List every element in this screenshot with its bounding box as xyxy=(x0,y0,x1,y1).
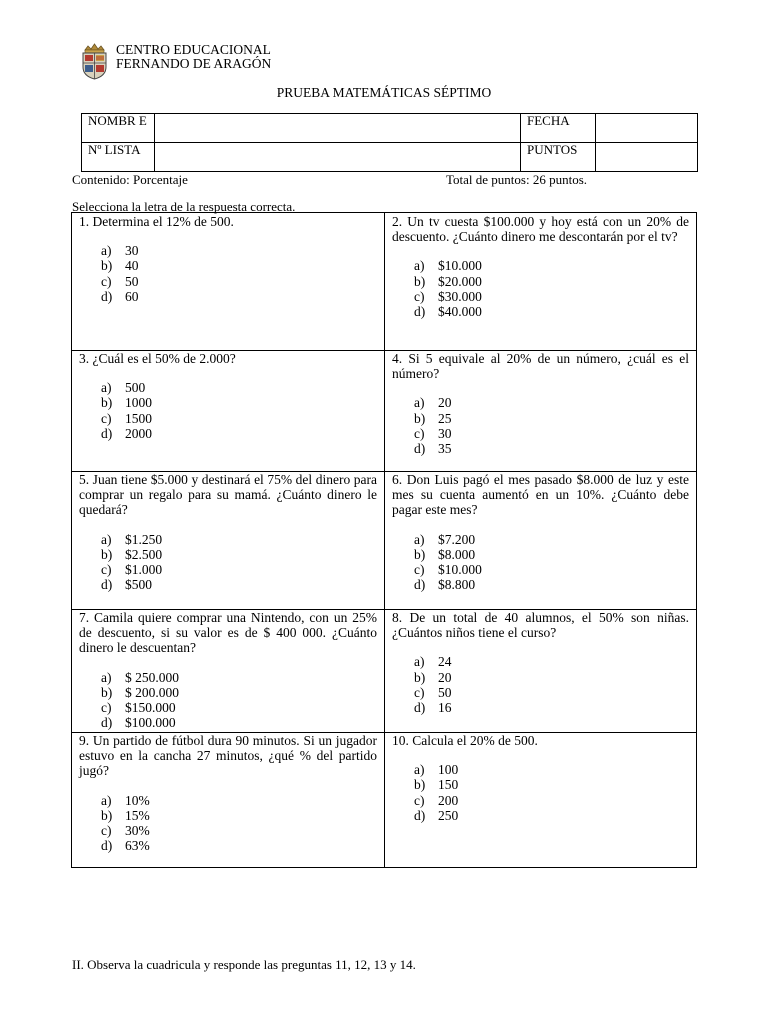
option-letter: d) xyxy=(414,807,426,823)
option-b[interactable] xyxy=(101,547,377,562)
option-value: $7.200 xyxy=(438,531,476,547)
question-text: 7. Camila quiere comprar una Nintendo, con un 25% de descuento, si su valor es de $ 400 000. ¿Cuánto dinero le descuentan? xyxy=(79,610,377,656)
option-c[interactable] xyxy=(101,700,377,715)
option-a[interactable] xyxy=(101,532,377,547)
option-letter: d) xyxy=(414,700,426,716)
option-letter: b) xyxy=(101,546,113,562)
instruction: Selecciona la letra de la respuesta correcta. xyxy=(72,199,296,214)
option-value: $20.000 xyxy=(438,273,482,289)
option-letter: c) xyxy=(101,410,112,426)
option-value: 40 xyxy=(125,258,139,274)
option-letter: c) xyxy=(414,792,425,808)
option-letter: d) xyxy=(101,288,113,304)
option-d[interactable] xyxy=(101,838,377,853)
option-value: 500 xyxy=(125,380,146,396)
option-value: 30 xyxy=(438,425,452,441)
option-value: $1.250 xyxy=(125,531,163,547)
option-letter: c) xyxy=(101,562,112,578)
school-name-line1: CENTRO EDUCACIONAL xyxy=(116,42,271,57)
options-list xyxy=(79,793,377,854)
option-value: 200 xyxy=(438,792,459,808)
option-letter: a) xyxy=(101,531,112,547)
option-a[interactable] xyxy=(414,654,689,669)
option-letter: a) xyxy=(101,669,112,685)
option-a[interactable] xyxy=(101,380,377,395)
option-value: $40.000 xyxy=(438,304,482,320)
option-value: 50 xyxy=(438,684,452,700)
option-b[interactable] xyxy=(101,395,377,410)
options-list xyxy=(392,532,689,593)
option-d[interactable] xyxy=(414,700,689,715)
option-d[interactable] xyxy=(414,304,689,319)
option-letter: c) xyxy=(101,823,112,839)
option-letter: b) xyxy=(414,669,426,685)
option-b[interactable] xyxy=(414,777,689,792)
question-text: 9. Un partido de fútbol dura 90 minutos. Si un jugador estuvo en la cancha 27 minutos, ¿qué % del partido jugó? xyxy=(79,733,377,779)
option-letter: d) xyxy=(101,425,113,441)
question-3 xyxy=(72,351,384,441)
option-letter: b) xyxy=(101,395,113,411)
option-b[interactable] xyxy=(101,808,377,823)
option-letter: b) xyxy=(414,273,426,289)
option-d[interactable] xyxy=(101,289,377,304)
option-b[interactable] xyxy=(414,670,689,685)
option-value: $100.000 xyxy=(125,715,176,731)
option-letter: c) xyxy=(414,288,425,304)
page-title: PRUEBA MATEMÁTICAS SÉPTIMO xyxy=(276,85,492,100)
option-value: 30 xyxy=(125,243,139,259)
question-5 xyxy=(72,472,384,592)
option-value: 30% xyxy=(125,823,150,839)
question-text: 4. Si 5 equivale al 20% de un número, ¿cuál es el número? xyxy=(392,351,689,382)
option-value: $1.000 xyxy=(125,562,163,578)
option-value: 1000 xyxy=(125,395,152,411)
option-letter: a) xyxy=(414,531,425,547)
question-8 xyxy=(385,610,696,715)
option-value: 20 xyxy=(438,395,452,411)
option-d[interactable] xyxy=(101,715,377,730)
option-letter: d) xyxy=(414,441,426,457)
option-letter: a) xyxy=(414,654,425,670)
date-field[interactable] xyxy=(596,114,698,143)
option-value: $2.500 xyxy=(125,546,163,562)
option-c[interactable] xyxy=(414,289,689,304)
option-c[interactable] xyxy=(414,426,689,441)
option-value: $8.800 xyxy=(438,577,476,593)
option-a[interactable] xyxy=(101,670,377,685)
option-value: 2000 xyxy=(125,425,152,441)
option-letter: d) xyxy=(101,838,113,854)
school-crest-icon xyxy=(79,43,110,80)
option-a[interactable] xyxy=(414,258,689,273)
option-letter: c) xyxy=(101,273,112,289)
option-value: 10% xyxy=(125,792,150,808)
option-d[interactable] xyxy=(414,577,689,592)
option-value: $500 xyxy=(125,577,152,593)
option-value: 1500 xyxy=(125,410,152,426)
section-two-instruction: II. Observa la cuadricula y responde las preguntas 11, 12, 13 y 14. xyxy=(72,957,416,972)
name-field[interactable] xyxy=(155,114,521,143)
option-letter: c) xyxy=(414,425,425,441)
list-number-field[interactable] xyxy=(155,143,521,172)
option-a[interactable] xyxy=(414,395,689,410)
question-7 xyxy=(72,610,384,730)
options-list xyxy=(392,654,689,715)
option-c[interactable] xyxy=(101,562,377,577)
question-text: 8. De un total de 40 alumnos, el 50% son niñas. ¿Cuántos niños tiene el curso? xyxy=(392,610,689,641)
content-label: Contenido: Porcentaje xyxy=(72,172,188,187)
option-value: 25 xyxy=(438,410,452,426)
option-value: 60 xyxy=(125,288,139,304)
points-label: PUNTOS xyxy=(521,143,596,172)
question-text: 3. ¿Cuál es el 50% de 2.000? xyxy=(79,351,236,366)
question-text: 2. Un tv cuesta $100.000 y hoy está con un 20% de descuento. ¿Cuánto dinero me descontarán por el tv? xyxy=(392,214,689,245)
option-value: $8.000 xyxy=(438,546,476,562)
points-field[interactable] xyxy=(596,143,698,172)
option-letter: c) xyxy=(101,700,112,716)
option-c[interactable] xyxy=(101,411,377,426)
options-list xyxy=(392,395,689,456)
option-letter: d) xyxy=(414,304,426,320)
option-letter: b) xyxy=(414,410,426,426)
option-value: 15% xyxy=(125,807,150,823)
option-letter: d) xyxy=(414,577,426,593)
option-letter: d) xyxy=(101,577,113,593)
option-c[interactable] xyxy=(414,562,689,577)
question-text: 1. Determina el 12% de 500. xyxy=(79,214,234,229)
options-list xyxy=(79,532,377,593)
options-list xyxy=(392,762,689,823)
option-value: $10.000 xyxy=(438,258,482,274)
option-letter: b) xyxy=(101,684,113,700)
option-letter: b) xyxy=(101,258,113,274)
option-value: 63% xyxy=(125,838,150,854)
option-c[interactable] xyxy=(101,274,377,289)
option-letter: a) xyxy=(414,395,425,411)
option-value: 24 xyxy=(438,654,452,670)
student-info-table xyxy=(81,113,698,172)
option-d[interactable] xyxy=(414,441,689,456)
name-label: NOMBR E xyxy=(82,114,155,143)
option-c[interactable] xyxy=(414,793,689,808)
question-2 xyxy=(385,214,696,319)
option-value: 100 xyxy=(438,762,459,778)
question-9 xyxy=(72,733,384,853)
option-a[interactable] xyxy=(101,243,377,258)
options-list xyxy=(79,670,377,731)
question-10 xyxy=(385,733,696,823)
option-value: 35 xyxy=(438,441,452,457)
option-b[interactable] xyxy=(414,411,689,426)
option-letter: a) xyxy=(414,258,425,274)
option-a[interactable] xyxy=(101,793,377,808)
option-value: $ 200.000 xyxy=(125,684,179,700)
option-value: 16 xyxy=(438,700,452,716)
option-a[interactable] xyxy=(414,762,689,777)
option-a[interactable] xyxy=(414,532,689,547)
list-number-label: Nº LISTA xyxy=(82,143,155,172)
options-list xyxy=(392,258,689,319)
option-value: 50 xyxy=(125,273,139,289)
option-b[interactable] xyxy=(101,258,377,273)
option-b[interactable] xyxy=(414,274,689,289)
school-name-line2: FERNANDO DE ARAGÓN xyxy=(116,56,272,71)
question-text: 5. Juan tiene $5.000 y destinará el 75% del dinero para comprar un regalo para su mamá. ¿Cuánto dinero le quedará? xyxy=(79,472,377,518)
option-letter: a) xyxy=(101,380,112,396)
option-letter: b) xyxy=(101,807,113,823)
option-letter: c) xyxy=(414,562,425,578)
school-name xyxy=(116,43,271,71)
date-label: FECHA xyxy=(521,114,596,143)
option-letter: d) xyxy=(101,715,113,731)
options-list xyxy=(79,380,377,441)
option-letter: b) xyxy=(414,546,426,562)
question-1 xyxy=(72,214,384,304)
questions-grid xyxy=(71,212,697,868)
option-letter: a) xyxy=(414,762,425,778)
options-list xyxy=(79,243,377,304)
option-letter: c) xyxy=(414,684,425,700)
option-c[interactable] xyxy=(414,685,689,700)
total-points: Total de puntos: 26 puntos. xyxy=(446,172,588,187)
option-letter: a) xyxy=(101,792,112,808)
question-4 xyxy=(385,351,696,456)
option-c[interactable] xyxy=(101,823,377,838)
option-value: $30.000 xyxy=(438,288,482,304)
option-b[interactable] xyxy=(101,685,377,700)
option-letter: b) xyxy=(414,777,426,793)
option-value: 20 xyxy=(438,669,452,685)
option-value: $10.000 xyxy=(438,562,482,578)
option-letter: a) xyxy=(101,243,112,259)
question-text: 10. Calcula el 20% de 500. xyxy=(392,733,538,748)
option-value: $ 250.000 xyxy=(125,669,179,685)
option-value: 250 xyxy=(438,807,459,823)
question-text: 6. Don Luis pagó el mes pasado $8.000 de luz y este mes su cuenta aumentó en un 10%. ¿Cuánto debe pagar este mes? xyxy=(392,472,689,518)
option-b[interactable] xyxy=(414,547,689,562)
option-value: 150 xyxy=(438,777,459,793)
option-d[interactable] xyxy=(101,577,377,592)
option-d[interactable] xyxy=(101,426,377,441)
question-6 xyxy=(385,472,696,592)
option-d[interactable] xyxy=(414,808,689,823)
option-value: $150.000 xyxy=(125,700,176,716)
